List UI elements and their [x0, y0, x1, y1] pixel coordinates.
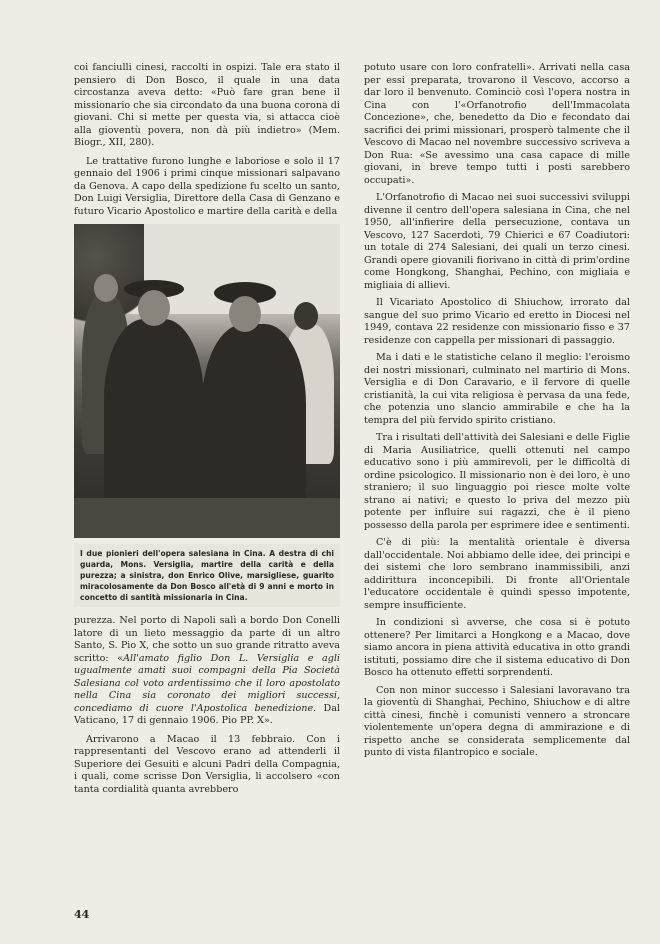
paragraph: Tra i risultati dell'attività dei Salesiani e delle Figlie di Maria Ausiliatrice, quelli ottenuti nel campo educativo sono i più ammirevoli, per le difficoltà di ordine psicologico. Il missionario non è dei loro, è uno straniero; il suo linguaggio poi riesce molte volte strano ai nativi; e questo lo priva del mezzo più potente per influire sui ragazzi, che è il pieno possesso della parola per esprimere idee e sentimenti.	[364, 432, 630, 531]
right-column	[364, 62, 630, 765]
photo-figure-head	[94, 274, 118, 302]
paragraph: potuto usare con loro confratelli». Arrivati nella casa per essi preparata, trovarono il Vescovo, accorso a dar loro il benvenuto. Cominciò così l'opera nostra in Cina con l'«Orfanotrofio dell'Immacolata Concezione», che, benedetto da Dio e fecondato dai sacrifici dei primi missionari, prosperò talmente che il Vescovo di Macao nel novembre successivo scriveva a Don Rua: «Se avessimo una casa capace di mille giovani, in breve tempo tutti i posti sarebbero occupati».	[364, 62, 630, 186]
photo-figure-versiglia	[202, 324, 306, 524]
page-number: 44	[74, 908, 90, 921]
paragraph	[74, 615, 340, 728]
paragraph: Le trattative furono lunghe e laboriose e solo il 17 gennaio del 1906 i primi cinque missionari salpavano da Genova. A capo della spedizione fu scelto un santo, Don Luigi Versiglia, Direttore della Casa di Genzano e futuro Vicario Apostolico e martire della carità e della	[74, 155, 340, 217]
paragraph-text: Dal Vaticano, 17 di gennaio 1906. Pio PP. X».	[74, 702, 340, 726]
photo-figure-head	[294, 302, 318, 330]
paragraph-text: purezza. Nel porto di Napoli salì a bordo Don Conelli latore di un lieto messaggio da parte di un altro Santo, S. Pio X, che sotto un suo grande ritratto aveva scritto: «	[74, 615, 340, 664]
photo-figure-head	[138, 290, 170, 326]
paragraph: Con non minor successo i Salesiani lavoravano tra la gioventù di Shanghai, Pechino, Shiuchow e di altre città cinesi, finchè i comunisti vennero a stroncare violentemente un'opera degna di ammirazione e di rispetto anche se considerata semplicemente dal punto di vista filantropico e sociale.	[364, 684, 630, 758]
historical-photograph	[74, 224, 340, 538]
paragraph: In condizioni sì avverse, che cosa si è potuto ottenere? Per limitarci a Hongkong e a Macao, dove siamo ancora in piena attività educativa in otto grandi istituti, possiamo dire che il sistema educativo di Don Bosco ha ottenuto effetti sorprendenti.	[364, 617, 630, 678]
paragraph: C'è di più: la mentalità orientale è diversa dall'occidentale. Noi abbiamo delle idee, dei principi e dei sistemi che loro sembrano inammissibili, anzi addirittura inconcepibili. Di fronte all'Orientale l'educatore occidentale è quindi spesso impotente, sempre insufficiente.	[364, 537, 630, 611]
photo-figure-olive	[104, 319, 204, 519]
papal-blessing-quote: All'amato figlio Don L. Versiglia e agli ugualmente amati suoi compagni della Pia Società Salesiana col voto ardentissimo che il loro apostolato nella Cina sia coronato dei migliori successi, concediamo di cuore l'Apostolica benedizione.	[74, 652, 340, 714]
paragraph: L'Orfanotrofio di Macao nei suoi successivi sviluppi divenne il centro dell'opera salesiana in Cina, che nel 1950, all'infierire della persecuzione, contava un Vescovo, 127 Sacerdoti, 79 Chierici e 67 Coadiutori: un totale di 274 Salesiani, dei quali un terzo cinesi. Grandi opere giovanili fiorivano in città di prim'ordine come Hongkong, Shanghai, Pechino, con migliaia e migliaia di allievi.	[364, 192, 630, 291]
paragraph: Arrivarono a Macao il 13 febbraio. Con i rappresentanti del Vescovo erano ad attenderli il Superiore dei Gesuiti e alcuni Padri della Compagnia, i quali, come scrisse Don Versiglia, li accolsero «con tanta cordialità quanta avrebbero	[74, 733, 340, 795]
paragraph: Il Vicariato Apostolico di Shiuchow, irrorato dal sangue del suo primo Vicario ed eretto in Diocesi nel 1949, contava 22 residenze con missionario fisso e 37 residenze con cappella per missionari di passaggio.	[364, 297, 630, 346]
photo-figure-head	[229, 296, 261, 332]
photo-caption: I due pionieri dell'opera salesiana in Cina. A destra di chi guarda, Mons. Versiglia, martire della carità e della purezza; a sinistra, don Enrico Olive, marsigliese, guarito miracolosamente da Don Bosco all'età di 9 anni e morto in concetto di santità missionaria in Cina.	[74, 544, 340, 607]
paragraph: coi fanciulli cinesi, raccolti in ospizi. Tale era stato il pensiero di Don Bosco, il quale in una data circostanza aveva detto: «Può fare gran bene il missionario che sia circondato da una buona corona di giovani. Chi si mette per questa via, si attacca cioè alla gioventù povera, non dà più indietro» (Mem. Biogr., XII, 280).	[74, 62, 340, 148]
left-column	[74, 62, 340, 802]
paragraph: Ma i dati e le statistiche celano il meglio: l'eroismo dei nostri missionari, culminato nel martirio di Mons. Versiglia e di Don Caravario, e il fervore di quelle cristianità, la cui vita religiosa è pervasa da una fede, che potenzia uno slancio ammirabile e che ha la tempra del più fervido spirito cristiano.	[364, 352, 630, 426]
photo-ground	[74, 498, 340, 538]
